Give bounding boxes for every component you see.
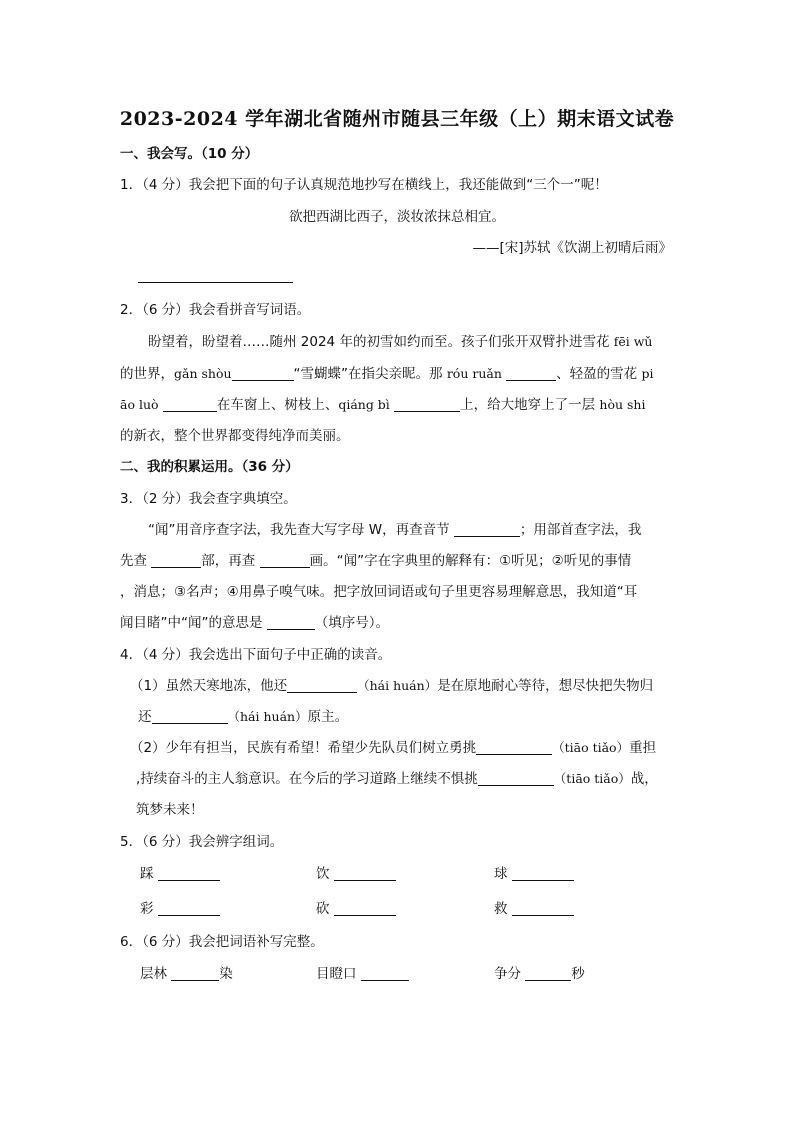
q5-blank[interactable] xyxy=(334,901,396,916)
q6-blank[interactable] xyxy=(361,966,409,981)
q6-idiom-1 xyxy=(140,964,233,984)
blank-qiangbi[interactable] xyxy=(394,397,460,412)
q3-line-2 xyxy=(120,551,631,571)
q2-text: 的世界， xyxy=(120,366,174,382)
q1-source: ——[宋]苏轼《饮湖上初晴后雨》 xyxy=(472,240,672,256)
q3-text: 部，再查 xyxy=(201,553,260,569)
pinyin-options: （hái huán） xyxy=(357,678,438,693)
blank-hai-2[interactable] xyxy=(152,709,228,724)
blank-ganshou[interactable] xyxy=(232,366,294,381)
q4-text: 是在原地耐心等待，想尽快把失物归 xyxy=(437,678,654,694)
pinyin-qiangbi: qiáng bì xyxy=(338,397,390,412)
q3-line-1 xyxy=(148,520,641,540)
q4-text: （2）少年有担当，民族有希望！希望少先队员们树立勇挑 xyxy=(130,740,477,756)
q1-poem: 欲把西湖比西子，淡妆浓抹总相宜。 xyxy=(289,209,505,225)
pinyin-options: （tiāo tiǎo） xyxy=(552,740,630,755)
q2-text: 上，给大地穿上了一层 xyxy=(460,397,600,413)
pinyin-piaoluo-end: āo luò xyxy=(120,397,159,412)
q4-sentence-2 xyxy=(130,738,656,758)
q5-char: 球 xyxy=(494,866,508,882)
q4-sentence-2-cont xyxy=(136,769,658,789)
q2-text: 在车窗上、树枝上、 xyxy=(216,397,339,413)
q5-char: 饮 xyxy=(316,866,330,882)
q4-text: ,持续奋斗的主人翁意识。在今后的学习道路上继续不惧挑 xyxy=(136,771,478,787)
q1-answer-line[interactable] xyxy=(138,266,293,286)
exam-title: 2023-2024 学年湖北省随州市随县三年级（上）期末语文试卷 xyxy=(119,108,675,130)
q3-text: “闻”用音序查字法，我先查大写字母 W，再查音节 xyxy=(148,522,454,538)
blank-radical[interactable] xyxy=(151,553,201,568)
q3-line-4 xyxy=(120,613,389,633)
blank-syllable[interactable] xyxy=(454,522,520,537)
q3-text: 先查 xyxy=(120,553,152,569)
q5-blank[interactable] xyxy=(512,901,574,916)
q5-item xyxy=(316,864,396,884)
section-2-heading: 二、我的积累运用。（36 分） xyxy=(120,459,299,475)
pinyin-ganshou: gǎn shòu xyxy=(174,366,232,381)
q5-char: 踩 xyxy=(140,866,154,882)
q3-text: （填序号）。 xyxy=(314,615,390,631)
blank-hai-1[interactable] xyxy=(287,678,357,693)
blank-rouruan[interactable] xyxy=(506,366,556,381)
q2-text: 盼望着，盼望着……随州 2024 年的初雪如约而至。孩子们张开双臂扑进雪花 xyxy=(148,334,614,350)
pinyin-houshi: hòu shi xyxy=(599,397,646,412)
blank-meaning-number[interactable] xyxy=(267,615,315,630)
q5-blank[interactable] xyxy=(512,866,574,881)
blank-tiao-1[interactable] xyxy=(476,740,552,755)
q2-text: “雪蝴蝶”在指尖亲昵。那 xyxy=(293,366,447,382)
q5-char: 救 xyxy=(494,901,508,917)
q6-idiom-3 xyxy=(494,964,585,984)
q4-sentence-2-end: 筑梦未来！ xyxy=(136,802,204,818)
q1-stem: 1．（4 分）我会把下面的句子认真规范地抄写在横线上，我还能做到“三个一”呢！ xyxy=(120,177,608,193)
section-1-heading: 一、我会写。（10 分） xyxy=(120,146,259,162)
q6-text: 层林 xyxy=(140,966,172,982)
q3-text: 画。“闻”字在字典里的解释有：①听见；②听见的事情 xyxy=(309,553,632,569)
q5-stem: 5．（6 分）我会辨字组词。 xyxy=(120,834,284,850)
q2-line-2 xyxy=(120,364,653,384)
q5-item xyxy=(140,899,220,919)
q4-text: 战， xyxy=(630,771,658,787)
q5-item xyxy=(494,864,574,884)
q6-blank[interactable] xyxy=(171,966,219,981)
q4-sentence-1 xyxy=(130,676,653,696)
blank-piaoluo[interactable] xyxy=(163,397,217,412)
q6-blank[interactable] xyxy=(525,966,571,981)
q5-item xyxy=(494,899,574,919)
q4-text: 重担 xyxy=(629,740,657,756)
q3-text: ；用部首查字法，我 xyxy=(519,522,642,538)
q6-text: 目瞪口 xyxy=(316,966,361,982)
q4-text: （1）虽然天寒地冻，他还 xyxy=(130,678,288,694)
pinyin-options: （hái huán） xyxy=(227,709,308,724)
q5-item xyxy=(316,899,396,919)
pinyin-rouruan: róu ruǎn xyxy=(446,366,502,381)
q4-text: 原主。 xyxy=(307,709,349,725)
q6-stem: 6．（6 分）我会把词语补写完整。 xyxy=(120,934,324,950)
q4-stem: 4．（4 分）我会选出下面句子中正确的读音。 xyxy=(120,647,392,663)
q3-stem: 3．（2 分）我会查字典填空。 xyxy=(120,491,297,507)
q4-sentence-1-cont xyxy=(138,707,348,727)
q6-text: 染 xyxy=(219,966,233,982)
q5-item xyxy=(140,864,220,884)
q5-blank[interactable] xyxy=(158,866,220,881)
q6-idiom-2 xyxy=(316,964,409,984)
q2-line-1 xyxy=(148,332,652,352)
q2-stem: 2．（6 分）我会看拼音写词语。 xyxy=(120,302,311,318)
pinyin-piaoluo-start: pi xyxy=(641,366,654,381)
blank-strokes[interactable] xyxy=(260,553,310,568)
q3-line-3: ，消息；③名声；④用鼻子嗅气味。把字放回词语或句子里更容易理解意思，我知道“耳 xyxy=(120,584,638,600)
q2-line-3 xyxy=(120,395,645,415)
q2-text: 、轻盈的雪花 xyxy=(556,366,642,382)
q6-text: 秒 xyxy=(571,966,585,982)
pinyin-feiwu: fēi wǔ xyxy=(613,334,653,349)
pinyin-options: （tiāo tiǎo） xyxy=(553,771,631,786)
q5-char: 砍 xyxy=(316,901,330,917)
q5-blank[interactable] xyxy=(158,901,220,916)
q5-char: 彩 xyxy=(140,901,154,917)
blank-tiao-2[interactable] xyxy=(478,771,554,786)
q6-text: 争分 xyxy=(494,966,526,982)
q2-line-4: 的新衣，整个世界都变得纯净而美丽。 xyxy=(120,428,350,444)
q4-text: 还 xyxy=(138,709,152,725)
q5-blank[interactable] xyxy=(334,866,396,881)
q3-text: 闻目睹”中“闻”的意思是 xyxy=(120,615,267,631)
